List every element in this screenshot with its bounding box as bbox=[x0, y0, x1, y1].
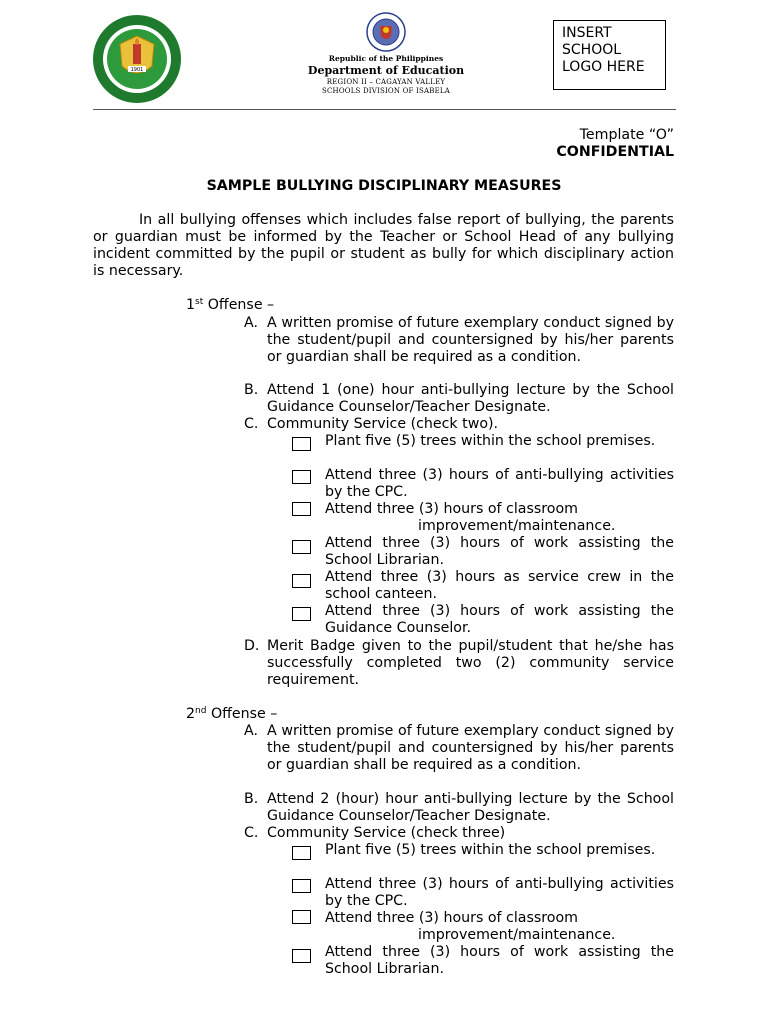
intro-text: In all bullying offenses which includes false report of bullying, the parents or guardian must be informed by the Teacher or School Head of any bullying incident committed by the pupil or student as bully for which disciplinary action is necessary. bbox=[93, 212, 674, 279]
offense-2-heading bbox=[186, 706, 277, 723]
offense-1-check-4: Attend three (3) hours of work assisting the School Librarian. bbox=[325, 535, 674, 568]
offense-label: Offense – bbox=[206, 706, 278, 722]
checkbox[interactable] bbox=[292, 846, 311, 860]
check-text: Attend three (3) hours of classroom bbox=[325, 910, 578, 926]
offense-label: Offense – bbox=[203, 297, 275, 313]
checkbox[interactable] bbox=[292, 540, 311, 554]
republic-label: Republic of the Philippines bbox=[328, 54, 444, 63]
logo-placeholder-line: INSERT bbox=[562, 25, 612, 41]
item-letter: B. bbox=[244, 382, 259, 398]
offense-1-check-5: Attend three (3) hours as service crew in the school canteen. bbox=[325, 569, 674, 602]
header-divider bbox=[93, 109, 676, 110]
division-label: SCHOOLS DIVISION OF ISABELA bbox=[321, 87, 451, 95]
offense-1-item-a: A written promise of future exemplary conduct signed by the student/pupil and countersigned by his/her parents or guardian shall be required as a condition. bbox=[267, 315, 674, 365]
division-seal-icon bbox=[92, 14, 182, 104]
svg-text:1901: 1901 bbox=[130, 67, 144, 73]
offense-number: 1 bbox=[186, 297, 196, 313]
offense-2-item-a: A written promise of future exemplary conduct signed by the student/pupil and countersigned by his/her parents or guardian shall be required as a condition. bbox=[267, 723, 674, 773]
agency-header bbox=[290, 54, 482, 96]
offense-1-item-c: Community Service (check two). bbox=[267, 416, 499, 432]
offense-1-check-2: Attend three (3) hours of anti-bullying activities by the CPC. bbox=[325, 467, 674, 500]
offense-2-check-4: Attend three (3) hours of work assisting the School Librarian. bbox=[325, 944, 674, 977]
offense-1-item-d: Merit Badge given to the pupil/student that he/she has successfully completed two (2) community service requirement. bbox=[267, 638, 674, 688]
offense-1-heading bbox=[186, 297, 274, 314]
checkbox[interactable] bbox=[292, 502, 311, 516]
offense-2-check-2: Attend three (3) hours of anti-bullying activities by the CPC. bbox=[325, 876, 674, 909]
item-letter: A. bbox=[244, 315, 258, 331]
logo-placeholder-line: LOGO HERE bbox=[562, 59, 645, 75]
offense-1-check-3 bbox=[325, 501, 674, 535]
checkbox[interactable] bbox=[292, 910, 311, 924]
item-letter: D. bbox=[244, 638, 260, 654]
offense-2-item-b: Attend 2 (hour) hour anti-bullying lecture by the School Guidance Counselor/Teacher Designate. bbox=[267, 791, 674, 824]
offense-2-check-3 bbox=[325, 910, 674, 944]
check-text-continued: improvement/maintenance. bbox=[418, 518, 616, 534]
offense-1-check-6: Attend three (3) hours of work assisting the Guidance Counselor. bbox=[325, 603, 674, 636]
offense-2-check-1: Plant five (5) trees within the school premises. bbox=[325, 842, 656, 858]
offense-2-item-c: Community Service (check three) bbox=[267, 825, 506, 841]
region-label: REGION II – CAGAYAN VALLEY bbox=[326, 78, 446, 86]
item-letter: C. bbox=[244, 416, 259, 432]
checkbox[interactable] bbox=[292, 437, 311, 451]
item-letter: B. bbox=[244, 791, 259, 807]
checkbox[interactable] bbox=[292, 879, 311, 893]
offense-ordinal: st bbox=[195, 297, 204, 307]
confidential-label: CONFIDENTIAL bbox=[556, 144, 674, 160]
logo-placeholder-line: SCHOOL bbox=[562, 42, 622, 58]
department-label: Department of Education bbox=[307, 64, 465, 77]
item-letter: A. bbox=[244, 723, 258, 739]
check-text: Attend three (3) hours of classroom bbox=[325, 501, 578, 517]
offense-1-check-1: Plant five (5) trees within the school premises. bbox=[325, 433, 656, 449]
deped-seal-icon bbox=[366, 12, 406, 52]
checkbox[interactable] bbox=[292, 470, 311, 484]
item-letter: C. bbox=[244, 825, 259, 841]
check-text-continued: improvement/maintenance. bbox=[418, 927, 616, 943]
checkbox[interactable] bbox=[292, 949, 311, 963]
offense-number: 2 bbox=[186, 706, 196, 722]
template-label: Template “O” bbox=[579, 127, 674, 143]
intro-paragraph bbox=[93, 212, 674, 280]
checkbox[interactable] bbox=[292, 574, 311, 588]
school-logo-placeholder bbox=[553, 20, 666, 90]
offense-1-item-b: Attend 1 (one) hour anti-bullying lecture by the School Guidance Counselor/Teacher Designate. bbox=[267, 382, 674, 415]
offense-ordinal: nd bbox=[195, 706, 207, 716]
document-title: SAMPLE BULLYING DISCIPLINARY MEASURES bbox=[206, 178, 562, 194]
checkbox[interactable] bbox=[292, 607, 311, 621]
